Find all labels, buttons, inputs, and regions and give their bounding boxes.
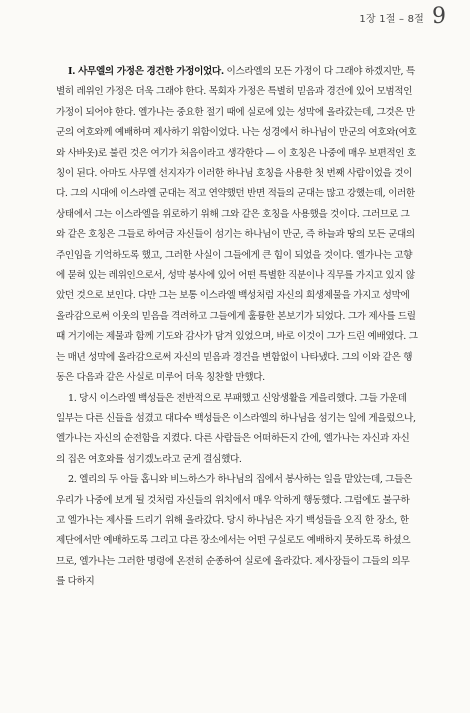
body-text xyxy=(56,62,418,593)
intro-text: 이스라엘의 모든 가정이 다 그래야 하겠지만, 특별히 레위인 가정은 더욱 그래야 한다. 목회자 가정은 특별히 믿음과 경건에 있어 모범적인 가정이 되어야 한다. 엘가나는 중요한 절기 때에 실로에 있는 성막에 올라갔는데, 그것은 만군의 여호와께 예배하며 제사하기 위함이었다. 나는 성경에서 하나님이 만군의 여호와(여호와 사바옷)로 불린 것은 여기가 처음이라고 생각한다 — 이 호칭은 나중에 매우 보편적인 호칭이 된다. 아마도 사무엘 선지자가 이러한 하나님 호칭을 사용한 첫 번째 사람이었을 것이다. 그의 시대에 이스라엘 군대는 적고 연약했던 반면 적들의 군대는 많고 강했는데, 이러한 상태에서 그는 이스라엘을 위로하기 위해 그와 같은 호칭을 사용했을 것이다. 그러므로 그와 같은 호칭은 그들로 하여금 자신들이 섬기는 하나님이 만군, 즉 하늘과 땅의 모든 군대의 주인임을 기억하도록 했고, 그러한 사실이 그들에게 큰 힘이 되었을 것이다. 엘가나는 고향에 묻혀 있는 레위인으로서, 성막 봉사에 있어 어떤 특별한 직분이나 직무를 가지고 있지 않았던 것으로 보인다. 다만 그는 보통 이스라엘 백성처럼 자신의 희생제물을 가지고 성막에 올라감으로써 이웃의 믿음을 격려하고 그들에게 훌륭한 본보기가 되었다. 그가 제사를 드릴 때 거기에는 제물과 함께 기도와 감사가 담겨 있었으며, 바로 이것이 그가 드린 예배였다. 그는 매년 성막에 올라감으로써 자신의 믿음과 경건을 변함없이 나타냈다. 그의 이와 같은 행동은 다음과 같은 사실로 미루어 더욱 칭찬할 만했다. xyxy=(56,66,418,384)
paragraph-point-2: 2. 엘리의 두 아들 홉니와 비느하스가 하나님의 집에서 봉사하는 일을 맡았는데, 그들은 우리가 나중에 보게 될 것처럼 자신들의 위치에서 매우 악하게 행동했다. 그럼에도 불구하고 엘가나는 제사를 드리기 위해 올라갔다. 당시 하나님은 자기 백성들을 오직 한 장소, 한 제단에서만 예배하도록 그리고 다른 장소에서는 어떤 구실로도 예배하지 못하도록 하셨으므로, 엘가나는 그러한 명령에 온전히 순종하여 실로에 올라갔다. 제사장들이 그들의 의무를 다하지 xyxy=(56,474,413,588)
paragraph-point-1: 1. 당시 이스라엘 백성들은 전반적으로 부패했고 신앙생활을 게을리했다. 그들 가운데 일부는 다른 신들을 섬겼고 대다수 백성들은 이스라엘의 하나님을 섬기는 일에 게을렀으나, 엘가나는 자신의 순전함을 지켰다. 다른 사람들은 어떠하든지 간에, 엘가나는 자신과 자신의 집은 여호와를 섬기겠노라고 굳게 결심했다. xyxy=(56,392,416,465)
chapter-reference: 1장 1절 – 8절 xyxy=(359,13,424,25)
page-number: 9 xyxy=(432,4,446,29)
section-heading: I. 사무엘의 가정은 경건한 가정이었다. xyxy=(68,66,224,77)
running-head xyxy=(359,6,446,28)
paragraph-intro xyxy=(56,62,418,389)
